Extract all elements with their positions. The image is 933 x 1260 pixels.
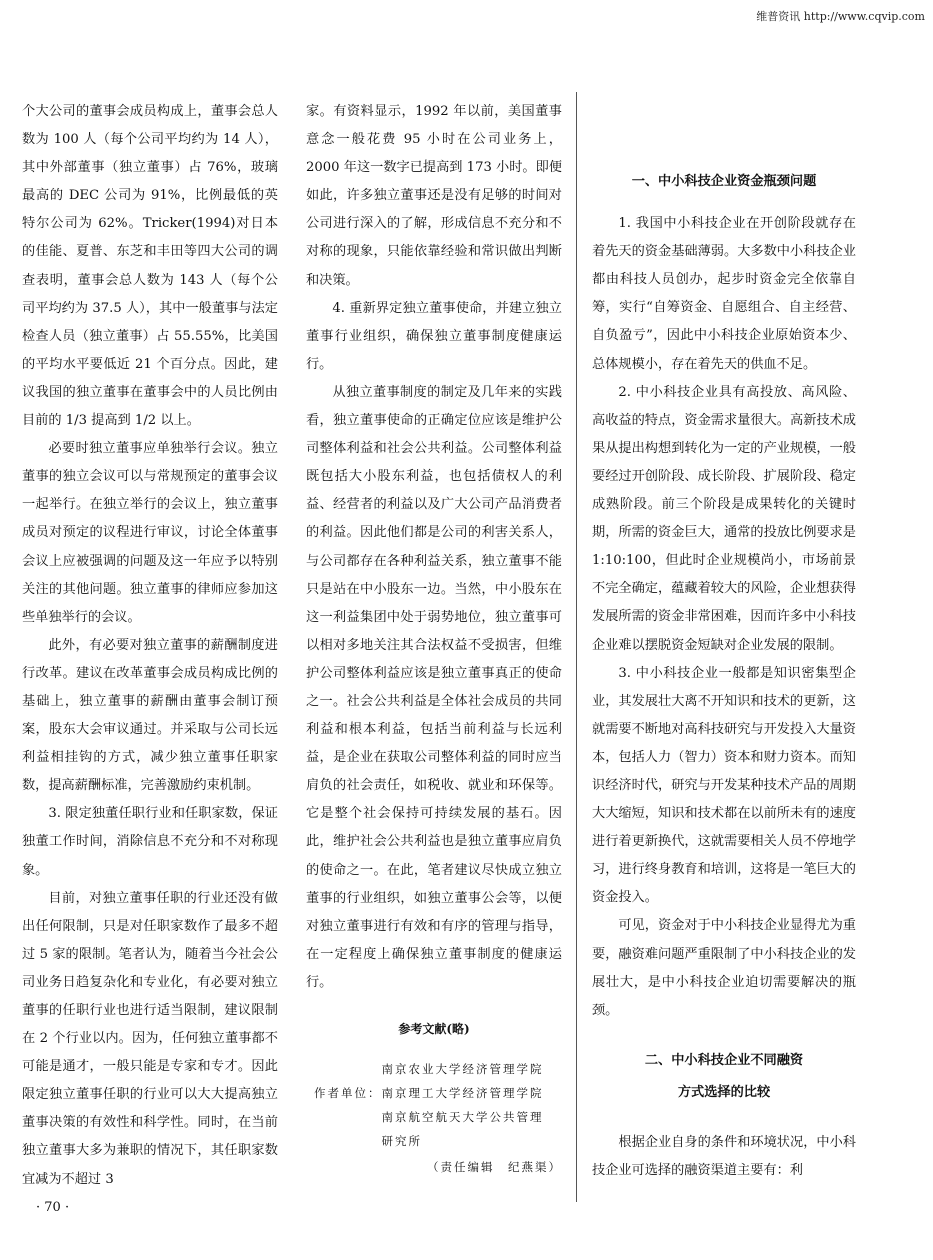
author-affiliation — [314, 1057, 562, 1153]
paragraph: 根据企业自身的条件和环境状况，中小科技企业可选择的融资渠道主要有：利 — [592, 1135, 856, 1179]
paragraph: 必要时独立董事应单独举行会议。独立董事的独立会议可以与常规预定的董事会议一起举行。在独立举行的会议上，独立董事成员对预定的议程进行审议，讨论全体董事会议上应被强调的问题及这一年应予以特别关注的其他问题。独立董事的律师应参加这些单独举行的会议。 — [22, 441, 278, 625]
paragraph: 可见，资金对于中小科技企业显得尤为重要，融资难问题严重限制了中小科技企业的发展壮大，是中小科技企业迫切需要解决的瓶颈。 — [592, 918, 856, 1018]
paragraph: 2. 中小科技企业具有高投放、高风险、高收益的特点，资金需求量很大。高新技术成果从提出构想到转化为一定的产业规模，一般要经过开创阶段、成长阶段、扩展阶段、稳定成熟阶段。前三个阶段是成果转化的关键时期，所需的资金巨大，通常的投放比例要求是 1:10:100，但此时企业规模尚小，市场前景不完全确定，蕴藏着较大的风险，企业想获得发展所需的资金非常困难，因而许多中小科技企业难以摆脱资金短缺对企业发展的限制。 — [592, 384, 856, 653]
author-unit: 南京理工大学经济管理学院 — [381, 1086, 544, 1101]
paragraph: 从独立董事制度的制定及几年来的实践看，独立董事使命的正确定位应该是维护公司整体利益和社会公共利益。公司整体利益既包括大小股东利益，也包括债权人的利益、经营者的利益以及广大公司产品消费者的利益。因此他们都是公司的利害关系人，与公司都存在各种利益关系，独立董事不能只是站在中小股东一边。当然，中小股东在这一利益集团中处于弱势地位，独立董事可以相对多地关注其合法权益不受损害，但维护公司整体利益应该是独立董事真正的使命之一。社会公共利益是全体社会成员的共同利益和根本利益，包括当前利益与长远利益，是企业在获取公司整体利益的同时应当肩负的社会责任，如税收、就业和环保等。它是整个社会保持可持续发展的基石。因此，维护社会公共利益也是独立董事应肩负的使命之一。在此，笔者建议尽快成立独立董事的行业组织，如独立董事公会等，以便对独立董事进行有效和有序的管理与指导，在一定程度上确保独立董事制度的健康运行。 — [306, 384, 562, 990]
paragraph: 3. 限定独董任职行业和任职家数，保证独董工作时间，消除信息不充分和不对称现象。 — [22, 806, 278, 878]
author-unit: 南京航空航天大学公共管理 — [381, 1110, 544, 1125]
middle-column — [306, 98, 562, 1181]
paragraph: 1. 我国中小科技企业在开创阶段就存在着先天的资金基础薄弱。大多数中小科技企业都由科技人员创办，起步时资金完全依靠自筹，实行“自筹资金、自愿组合、自主经营、自负盈亏”，因此中小科技企业原始资本少、总体规模小，存在着先天的供血不足。 — [592, 216, 856, 372]
author-label: 作者单位： — [314, 1086, 382, 1101]
page-number: · 70 · — [36, 1200, 70, 1215]
source-watermark: 维普资讯 http://www.cqvip.com — [756, 10, 925, 23]
references-heading: 参考文献(略) — [398, 1022, 470, 1036]
author-unit: 研究所 — [381, 1134, 422, 1149]
section-heading: 二、中小科技企业不同融资 — [644, 1052, 804, 1068]
left-column — [22, 98, 278, 1194]
paragraph: 目前，对独立董事任职的行业还没有做出任何限制，只是对任职家数作了最多不超过 5 家的限制。笔者认为，随着当今社会公司业务日趋复杂化和专业化，有必要对独立董事的任职行业也进行适当限制，建议限制在 2 个行业以内。因为，任何独立董事都不可能是通才，一般只能是专家和专才。因此限定独立董事任职的行业可以大大提高独立董事决策的有效性和科学性。同时，在当前独立董事大多为兼职的情况下，其任职家数宜减为不超过 3 — [22, 890, 278, 1187]
paragraph: 4. 重新界定独立董事使命，并建立独立董事行业组织，确保独立董事制度健康运行。 — [306, 300, 562, 372]
author-unit: 南京农业大学经济管理学院 — [381, 1062, 544, 1077]
editor-note: （责任编辑 纪燕渠） — [427, 1160, 562, 1175]
paragraph: 家。有资料显示，1992 年以前，美国董事意念一般花费 95 小时在公司业务上，2000 年这一数字已提高到 173 小时。即便如此，许多独立董事还是没有足够的时间对公司进行深入的了解，形成信息不充分和不对称的现象，只能依靠经验和常识做出判断和决策。 — [306, 104, 562, 288]
right-column — [592, 98, 856, 1185]
author-units — [382, 1057, 544, 1153]
column-divider — [576, 92, 577, 1202]
section-heading-continued: 方式选择的比较 — [677, 1084, 771, 1100]
paragraph: 此外，有必要对独立董事的薪酬制度进行改革。建议在改革董事会成员构成比例的基础上，独立董事的薪酬由董事会制订预案，股东大会审议通过。并采取与公司长远利益相挂钩的方式，减少独立董事任职家数，提高薪酬标准，完善激励约束机制。 — [22, 637, 278, 794]
paragraph: 个大公司的董事会成员构成上，董事会总人数为 100 人（每个公司平均约为 14 人），其中外部董事（独立董事）占 76%，玻璃最高的 DEC 公司为 91%，比例最低的英特尔公司为 62%。Tricker(1994)对日本的佳能、夏普、东芝和丰田等四大公司的调查表明，董事会总人数为 143 人（每个公司平均约为 37.5 人），其中一般董事与法定检查人员（独立董事）占 55.55%，比美国的平均水平要低近 21 个百分点。因此，建议我国的独立董事在董事会中的人员比例由目前的 1/3 提高到 1/2 以上。 — [22, 104, 278, 429]
section-heading: 一、中小科技企业资金瓶颈问题 — [631, 174, 817, 189]
paragraph: 3. 中小科技企业一般都是知识密集型企业，其发展壮大离不开知识和技术的更新，这就需要不断地对高科技研究与开发投入大量资本，包括人力（智力）资本和财力资本。而知识经济时代，研究与开发某种技术产品的周期大大缩短，知识和技术都在以前所未有的速度进行着更新换代，这就需要相关人员不停地学习，进行终身教育和培训，这将是一笔巨大的资金投入。 — [592, 665, 856, 906]
